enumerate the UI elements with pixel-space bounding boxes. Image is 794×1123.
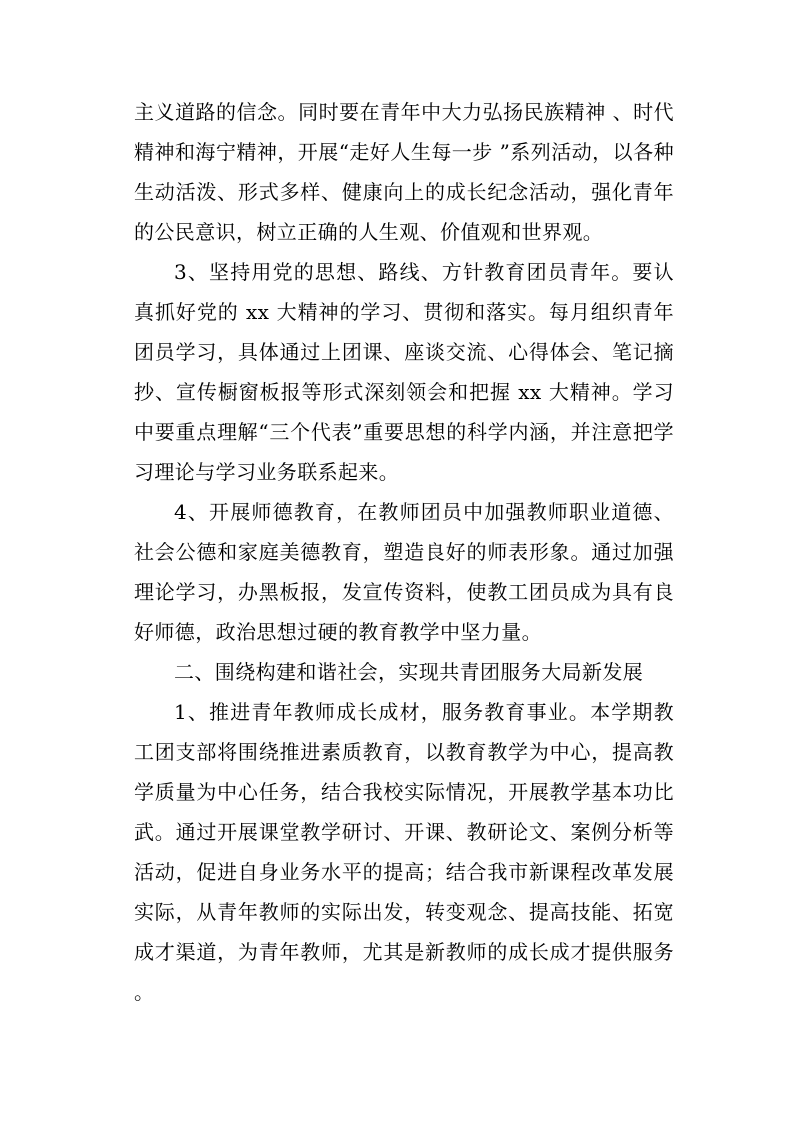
paragraph-item-4: 4、开展师德教育，在教师团员中加强教师职业道德、社会公德和家庭美德教育，塑造良好的师表形象。通过加强理论学习，办黑板报，发宣传资料，使教工团员成为具有良好师德，政治思想过硬的教育教学中坚力量。	[134, 500, 674, 644]
paragraph-item-3: 3、坚持用党的思想、路线、方针教育团员青年。要认真抓好党的 xx 大精神的学习、贯彻和落实。每月组织青年团员学习，具体通过上团课、座谈交流、心得体会、笔记摘抄、宣传橱窗板报等形式深刻领会和把握 xx 大精神。学习中要重点理解“三个代表”重要思想的科学内涵，并注意把学习理论与学习业务联系起来。	[134, 260, 674, 484]
section-heading: 二、围绕构建和谐社会，实现共青团服务大局新发展	[174, 660, 644, 684]
document-body	[134, 92, 674, 1012]
paragraph-item-1: 1、推进青年教师成长成材，服务教育事业。本学期教工团支部将围绕推进素质教育，以教育教学为中心，提高教学质量为中心任务，结合我校实际情况，开展教学基本功比武。通过开展课堂教学研讨、开课、教研论文、案例分析等活动，促进自身业务水平的提高；结合我市新课程改革发展实际，从青年教师的实际出发，转变观念、提高技能、拓宽成才渠道，为青年教师，尤其是新教师的成长成才提供服务 。	[134, 700, 674, 1004]
paragraph-continuation: 主义道路的信念。同时要在青年中大力弘扬民族精神 、时代精神和海宁精神，开展“走好人生每一步 ”系列活动，以各种生动活泼、形式多样、健康向上的成长纪念活动，强化青年的公民意识，树立正确的人生观、价值观和世界观。	[134, 100, 674, 244]
